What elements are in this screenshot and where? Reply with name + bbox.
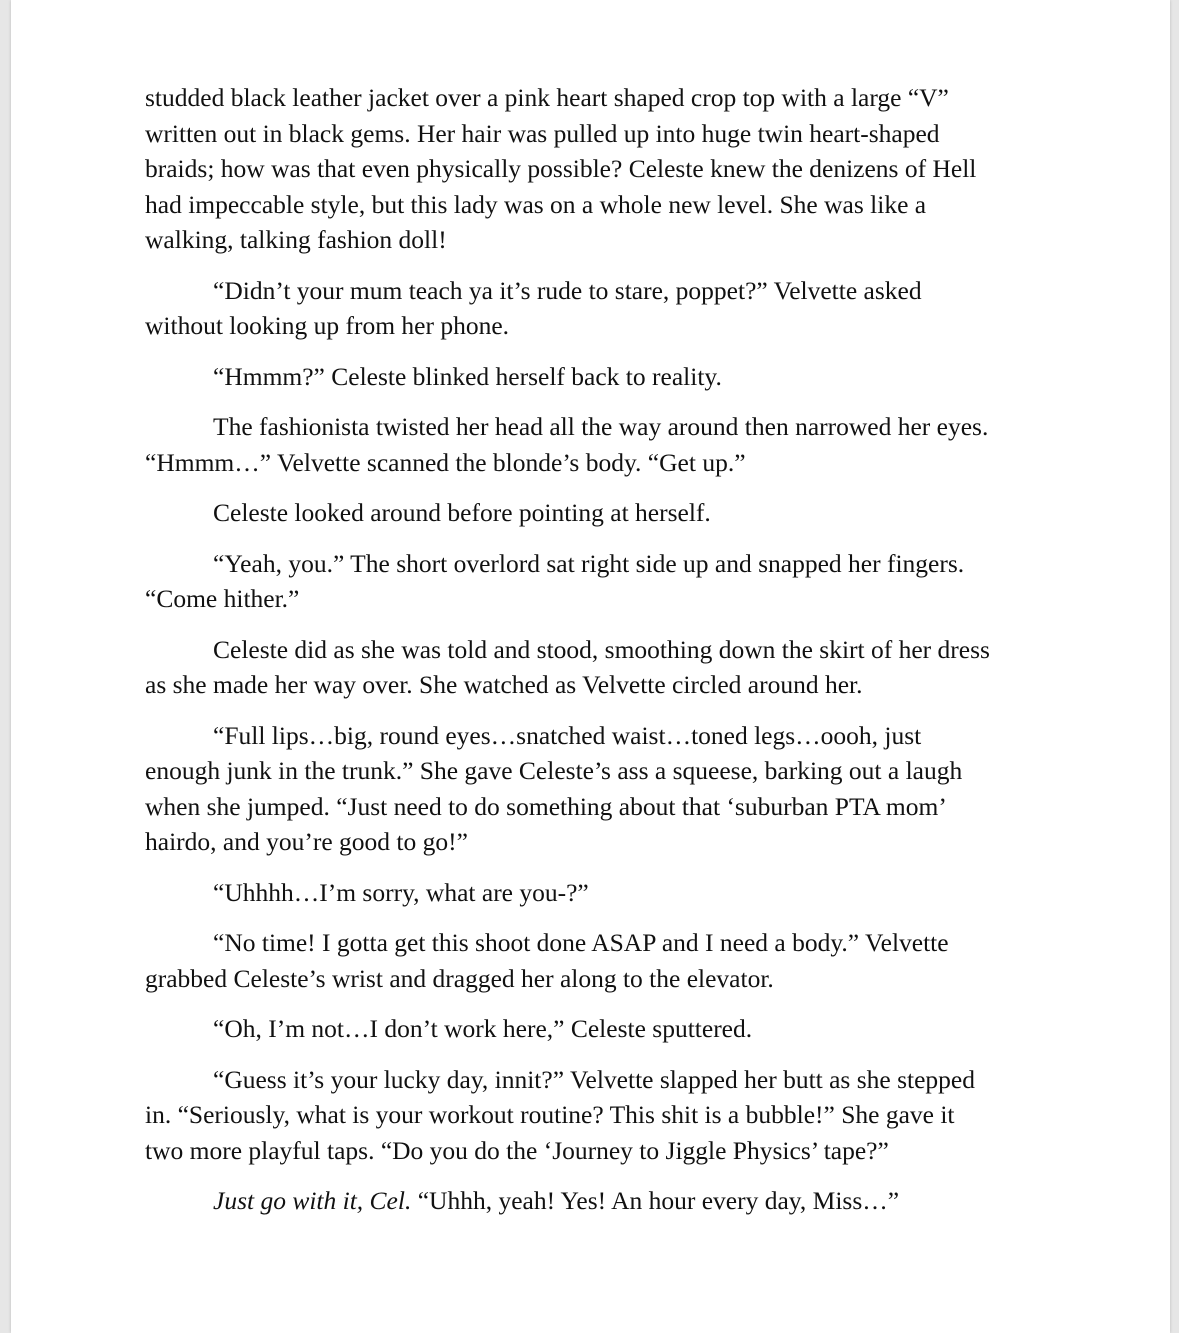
- paragraph: [145, 718, 1025, 860]
- text-line: enough junk in the trunk.” She gave Celeste’s ass a squeese, barking out a laugh: [145, 756, 963, 785]
- text-line: “No time! I gotta get this shoot done ASAP and I need a body.” Velvette: [213, 928, 949, 957]
- text-line: in. “Seriously, what is your workout routine? This shit is a bubble!” She gave it: [145, 1100, 955, 1129]
- paragraph: [145, 80, 1025, 258]
- text-line: as she made her way over. She watched as Velvette circled around her.: [145, 670, 863, 699]
- text-line: without looking up from her phone.: [145, 311, 510, 340]
- text-line: “Yeah, you.” The short overlord sat right side up and snapped her fingers.: [213, 548, 965, 578]
- text-line: “Full lips…big, round eyes…snatched waist…toned legs…oooh, just: [213, 720, 922, 750]
- paragraph: [145, 1011, 1025, 1047]
- document-page: [11, 0, 1170, 1333]
- paragraph: [145, 546, 1025, 617]
- paragraph: [145, 359, 1025, 395]
- text-line: Celeste did as she was told and stood, smoothing down the skirt of her dress: [213, 634, 990, 664]
- text-line: The fashionista twisted her head all the way around then narrowed her eyes.: [213, 412, 989, 441]
- text-line: grabbed Celeste’s wrist and dragged her along to the elevator.: [145, 963, 774, 993]
- paragraph: [145, 875, 1025, 911]
- text-line: studded black leather jacket over a pink heart shaped crop top with a large “V”: [145, 83, 949, 112]
- text-line: when she jumped. “Just need to do something about that ‘suburban PTA mom’: [145, 791, 947, 821]
- text-line: “Didn’t your mum teach ya it’s rude to stare, poppet?” Velvette asked: [213, 275, 922, 305]
- text-line: “Hmmm?” Celeste blinked herself back to reality.: [213, 361, 722, 391]
- text-line: Celeste looked around before pointing at herself.: [213, 498, 711, 527]
- paragraph: [145, 1062, 1025, 1169]
- paragraph: [145, 495, 1025, 531]
- text-line: had impeccable style, but this lady was on a whole new level. She was like a: [145, 189, 927, 219]
- text-line: “Guess it’s your lucky day, innit?” Velvette slapped her butt as she stepped: [213, 1064, 975, 1094]
- paragraph: [145, 1183, 1025, 1219]
- text-line: “Come hither.”: [145, 584, 300, 613]
- text-line: braids; how was that even physically possible? Celeste knew the denizens of Hell: [145, 154, 977, 183]
- paragraph: [145, 925, 1025, 996]
- text-line: hairdo, and you’re good to go!”: [145, 827, 468, 856]
- text-line: written out in black gems. Her hair was pulled up into huge twin heart-shaped: [145, 118, 940, 148]
- text-line: walking, talking fashion doll!: [145, 225, 447, 254]
- dialogue-text: “Uhhh, yeah! Yes! An hour every day, Miss…”: [411, 1186, 900, 1215]
- italic-thought: Just go with it, Cel.: [213, 1186, 412, 1215]
- text-line: “Uhhhh…I’m sorry, what are you-?”: [213, 877, 589, 907]
- page-body-text: [145, 80, 1025, 1234]
- paragraph: [145, 409, 1025, 480]
- text-line: two more playful taps. “Do you do the ‘Journey to Jiggle Physics’ tape?”: [145, 1135, 889, 1165]
- paragraph: [145, 273, 1025, 344]
- text-line: [145, 1183, 1025, 1219]
- text-line: “Hmmm…” Velvette scanned the blonde’s body. “Get up.”: [145, 447, 746, 477]
- paragraph: [145, 632, 1025, 703]
- text-line: “Oh, I’m not…I don’t work here,” Celeste sputtered.: [213, 1014, 753, 1043]
